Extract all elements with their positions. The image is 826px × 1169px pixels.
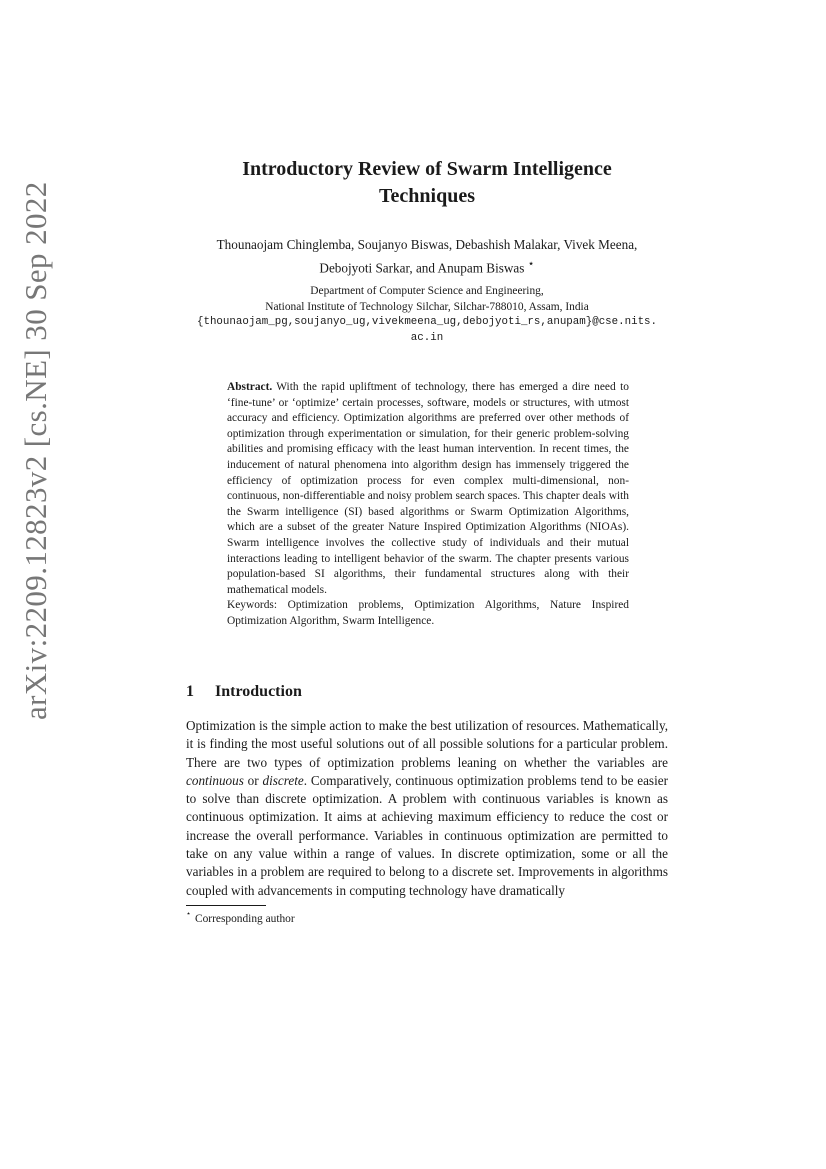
introduction-paragraph bbox=[186, 717, 668, 900]
footnote-divider bbox=[186, 905, 266, 906]
body-italic-discrete: discrete bbox=[262, 772, 304, 788]
body-italic-continuous: continuous bbox=[186, 772, 244, 788]
abstract bbox=[227, 380, 629, 630]
body-text-part-1: Optimization is the simple action to make the best utilization of resources. Mathematically, it is finding the most useful solutions out of all possible solutions for a particular problem. There are two types of optimization problems leaning on whether the variables are bbox=[186, 718, 668, 770]
title-line-2: Techniques bbox=[379, 185, 475, 207]
affiliation-line-1: Department of Computer Science and Engineering, bbox=[310, 285, 544, 297]
email-line-1: {thounaojam_pg,soujanyo_ug,vivekmeena_ug,debojyoti_rs,anupam}@cse.nits. bbox=[196, 316, 658, 328]
author-list bbox=[186, 236, 668, 277]
authors-line-2 bbox=[186, 255, 668, 278]
body-text-part-3: . Comparatively, continuous optimization problems tend to be easier to solve than discrete optimization. A problem with continuous variables is known as continuous optimization. It aims at achieving maximum efficiency to reduce the cost or increase the overall performance. Variables in continuous optimization are permitted to take on any value within a range of values. In discrete optimization, some or all the variables in a problem are required to belong to a discrete set. Improvements in algorithms coupled with advancements in computing technology have dramatically bbox=[186, 772, 668, 898]
body-text-part-2: or bbox=[243, 772, 263, 788]
section-number: 1 bbox=[186, 683, 194, 700]
paper-title bbox=[186, 156, 668, 210]
authors-line-2-text: Debojyoti Sarkar, and Anupam Biswas bbox=[319, 259, 525, 275]
footnote-mark: ⋆ bbox=[186, 909, 192, 918]
abstract-paragraph bbox=[227, 380, 629, 598]
section-title: Introduction bbox=[215, 683, 302, 700]
keywords: Keywords: Optimization problems, Optimization Algorithms, Nature Inspired Optimization Algorithm, Swarm Intelligence. bbox=[227, 599, 629, 627]
affiliation-line-2: National Institute of Technology Silchar, Silchar-788010, Assam, India bbox=[265, 300, 589, 313]
abstract-label: Abstract. bbox=[227, 381, 273, 393]
authors-line-1: Thounaojam Chinglemba, Soujanyo Biswas, Debashish Malakar, Vivek Meena, bbox=[216, 237, 638, 252]
section-heading bbox=[186, 683, 302, 701]
footnote-text: Corresponding author bbox=[195, 912, 295, 925]
abstract-text: With the rapid upliftment of technology, there has emerged a dire need to ‘fine-tune’ or ‘optimize’ certain processes, software, models or structures, with utmost accuracy and efficiency. Optimization algorithms are preferred over other methods of optimization through experimentation or simulation, for their generic problem-solving abilities and promising efficacy with the least human intervention. In recent times, the inducement of natural phenomena into algorithm design has immensely triggered the efficiency of optimization process for even complex multi-dimensional, non-continuous, non-differentiable and noisy problem search spaces. This chapter deals with the Swarm intelligence (SI) based algorithms or Swarm Optimization Algorithms, which are a subset of the greater Nature Inspired Optimization Algorithms (NIOAs). Swarm intelligence involves the collective study of individuals and their mutual interactions leading to intelligent behavior of the swarm. The chapter presents various population-based SI algorithms, their fundamental structures along with their mathematical models. bbox=[227, 381, 629, 596]
email-line-2: ac.in bbox=[410, 331, 444, 344]
arxiv-identifier-text: arXiv:2209.12823v2 [cs.NE] 30 Sep 2022 bbox=[18, 181, 53, 720]
footnote bbox=[186, 910, 295, 925]
title-line-1: Introductory Review of Swarm Intelligence bbox=[242, 158, 612, 180]
corresponding-author-mark: ⋆ bbox=[527, 257, 535, 270]
affiliation bbox=[186, 284, 668, 346]
